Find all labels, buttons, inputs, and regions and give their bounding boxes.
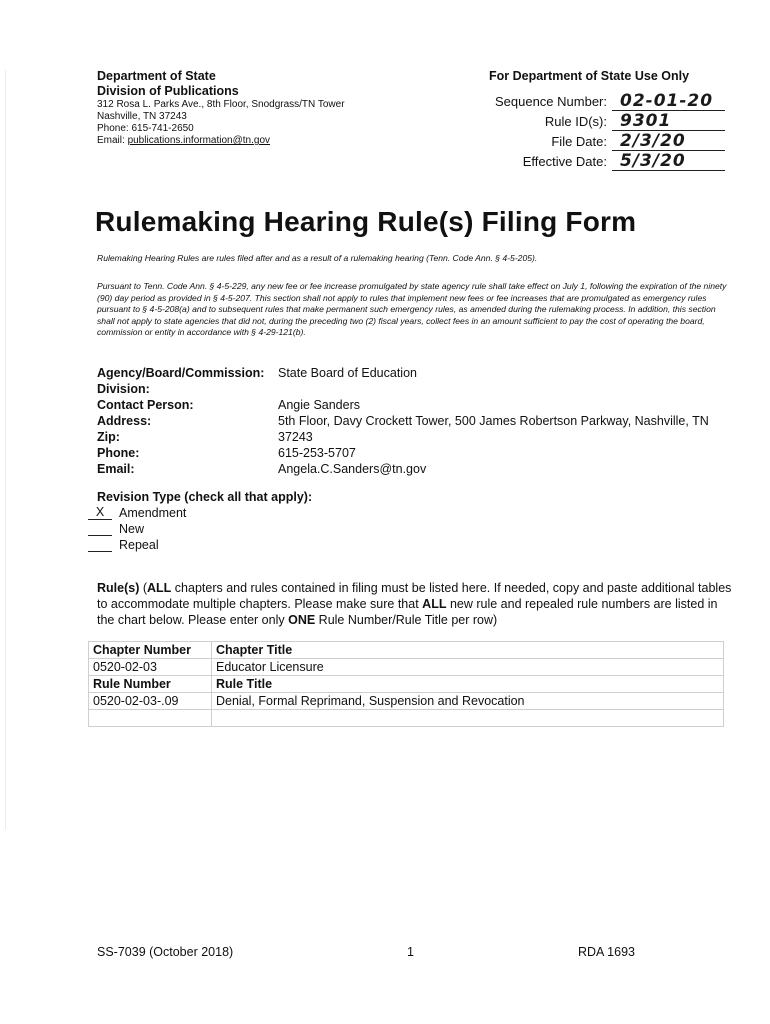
address-row [97, 414, 737, 430]
rule-id-value[interactable]: 9301 [620, 111, 672, 131]
phone-label: Phone: [97, 446, 140, 460]
rules-intro-all-2: ALL [422, 597, 447, 611]
rule-title-cell[interactable]: Denial, Formal Reprimand, Suspension and Revocation [212, 693, 724, 710]
division-row [97, 382, 737, 398]
agency-label: Agency/Board/Commission: [97, 366, 265, 380]
rule-title-header: Rule Title [212, 676, 724, 693]
state-use-title: For Department of State Use Only [489, 69, 690, 83]
effective-date-label: Effective Date: [522, 154, 607, 169]
rule-number-cell[interactable]: 0520-02-03-.09 [89, 693, 212, 710]
department-email-line [97, 135, 427, 147]
contact-value[interactable]: Angie Sanders [278, 398, 361, 412]
agency-info [97, 366, 737, 478]
rule-header-row [89, 676, 724, 693]
department-header [97, 69, 427, 147]
rule-id-label: Rule ID(s): [544, 114, 607, 129]
footer-rda: RDA 1693 [578, 945, 635, 959]
repeal-label: Repeal [119, 538, 159, 552]
address-value[interactable]: 5th Floor, Davy Crockett Tower, 500 James Robertson Parkway, Nashville, TN [278, 414, 709, 428]
zip-value[interactable]: 37243 [278, 430, 313, 444]
revision-type-title: Revision Type (check all that apply): [97, 490, 313, 504]
phone-value[interactable]: 615-253-5707 [278, 446, 356, 460]
email-value[interactable]: Angela.C.Sanders@tn.gov [278, 462, 427, 476]
amendment-label: Amendment [119, 506, 187, 520]
rule-row [89, 693, 724, 710]
agency-value[interactable]: State Board of Education [278, 366, 417, 380]
chapter-row [89, 659, 724, 676]
rule-number-header: Rule Number [89, 676, 212, 693]
chapter-header-row [89, 642, 724, 659]
rules-table [88, 641, 724, 727]
email-label: Email: [97, 462, 135, 476]
amendment-checkmark[interactable]: X [88, 506, 112, 520]
rules-intro-one: ONE [288, 613, 316, 627]
division-label: Division: [97, 382, 150, 396]
rules-instructions [97, 580, 732, 628]
zip-row [97, 430, 737, 446]
phone-row [97, 446, 737, 462]
department-address: 312 Rosa L. Parks Ave., 8th Floor, Snodgrass/TN Tower [97, 99, 345, 110]
effective-date-row [450, 151, 725, 171]
file-date-label: File Date: [551, 134, 607, 149]
revision-option-new[interactable] [88, 522, 144, 537]
zip-label: Zip: [97, 430, 120, 444]
new-checkmark[interactable] [88, 522, 112, 536]
contact-row [97, 398, 737, 414]
empty-rule-row [89, 710, 724, 727]
rules-intro-part4: Rule Number/Rule Title per row) [315, 613, 498, 627]
footer-form-id: SS-7039 (October 2018) [97, 945, 234, 959]
empty-rule-title-cell[interactable] [212, 710, 724, 727]
sequence-number-row [450, 91, 725, 111]
rules-intro-all-1: ALL [147, 581, 172, 595]
rules-intro-rules: Rule(s) [97, 581, 140, 595]
rules-intro-part3: new rule and repealed rule numbers are listed in the chart below. Please enter only [97, 597, 718, 627]
email-row [97, 462, 737, 478]
sequence-number-label: Sequence Number: [494, 94, 607, 109]
sequence-number-value[interactable]: 02-01-20 [620, 91, 714, 111]
form-note: Rulemaking Hearing Rules are rules filed after and as a result of a rulemaking hearing (Tenn. Code Ann. § 4-5-205). [97, 253, 538, 263]
department-email-label: Email: [97, 135, 128, 146]
empty-rule-number-cell[interactable] [89, 710, 212, 727]
chapter-number-header: Chapter Number [89, 642, 212, 659]
file-date-value[interactable]: 2/3/20 [620, 131, 686, 151]
pursuant-paragraph: Pursuant to Tenn. Code Ann. § 4-5-229, any new fee or fee increase promulgated by state agency rule shall take effect on July 1, following the expiration of the ninety (90) day period as provided in § 4-5-207. This section shall not apply to rules that implement new fees or fee increases that are promulgated as emergency rules pursuant to § 4-5-208(a) and to subsequent rules that make permanent such emergency rules, as amended during the rulemaking process. In addition, this section shall not apply to state agencies that did not, during the preceding two (2) fiscal years, collect fees in an amount sufficient to pay the cost of operating the board, commission or entity in accordance with § 4-29-121(b). [97, 281, 727, 337]
rule-id-row [450, 111, 725, 131]
file-date-row [450, 131, 725, 151]
department-phone: Phone: 615-741-2650 [97, 123, 194, 134]
division-name: Division of Publications [97, 84, 239, 98]
effective-date-value[interactable]: 5/3/20 [620, 151, 686, 171]
repeal-checkmark[interactable] [88, 538, 112, 552]
chapter-number-cell[interactable]: 0520-02-03 [89, 659, 212, 676]
chapter-title-header: Chapter Title [212, 642, 724, 659]
rules-intro-part1: ( [139, 581, 148, 595]
address-label: Address: [97, 414, 152, 428]
rules-intro-part2: chapters and rules contained in filing must be listed here. If needed, copy and paste additional tables to accommodate multiple chapters. Please make sure that [97, 581, 732, 611]
agency-row [97, 366, 737, 382]
department-email-link[interactable]: publications.information@tn.gov [127, 135, 271, 146]
form-title: Rulemaking Hearing Rule(s) Filing Form [95, 206, 637, 237]
chapter-title-cell[interactable]: Educator Licensure [212, 659, 724, 676]
revision-option-repeal[interactable] [88, 538, 159, 553]
revision-option-amendment[interactable] [88, 506, 186, 521]
scan-edge-line [5, 70, 6, 830]
department-name: Department of State [97, 69, 216, 83]
department-city: Nashville, TN 37243 [97, 111, 187, 122]
new-label: New [119, 522, 145, 536]
contact-label: Contact Person: [97, 398, 194, 412]
footer-page-number: 1 [407, 945, 414, 959]
